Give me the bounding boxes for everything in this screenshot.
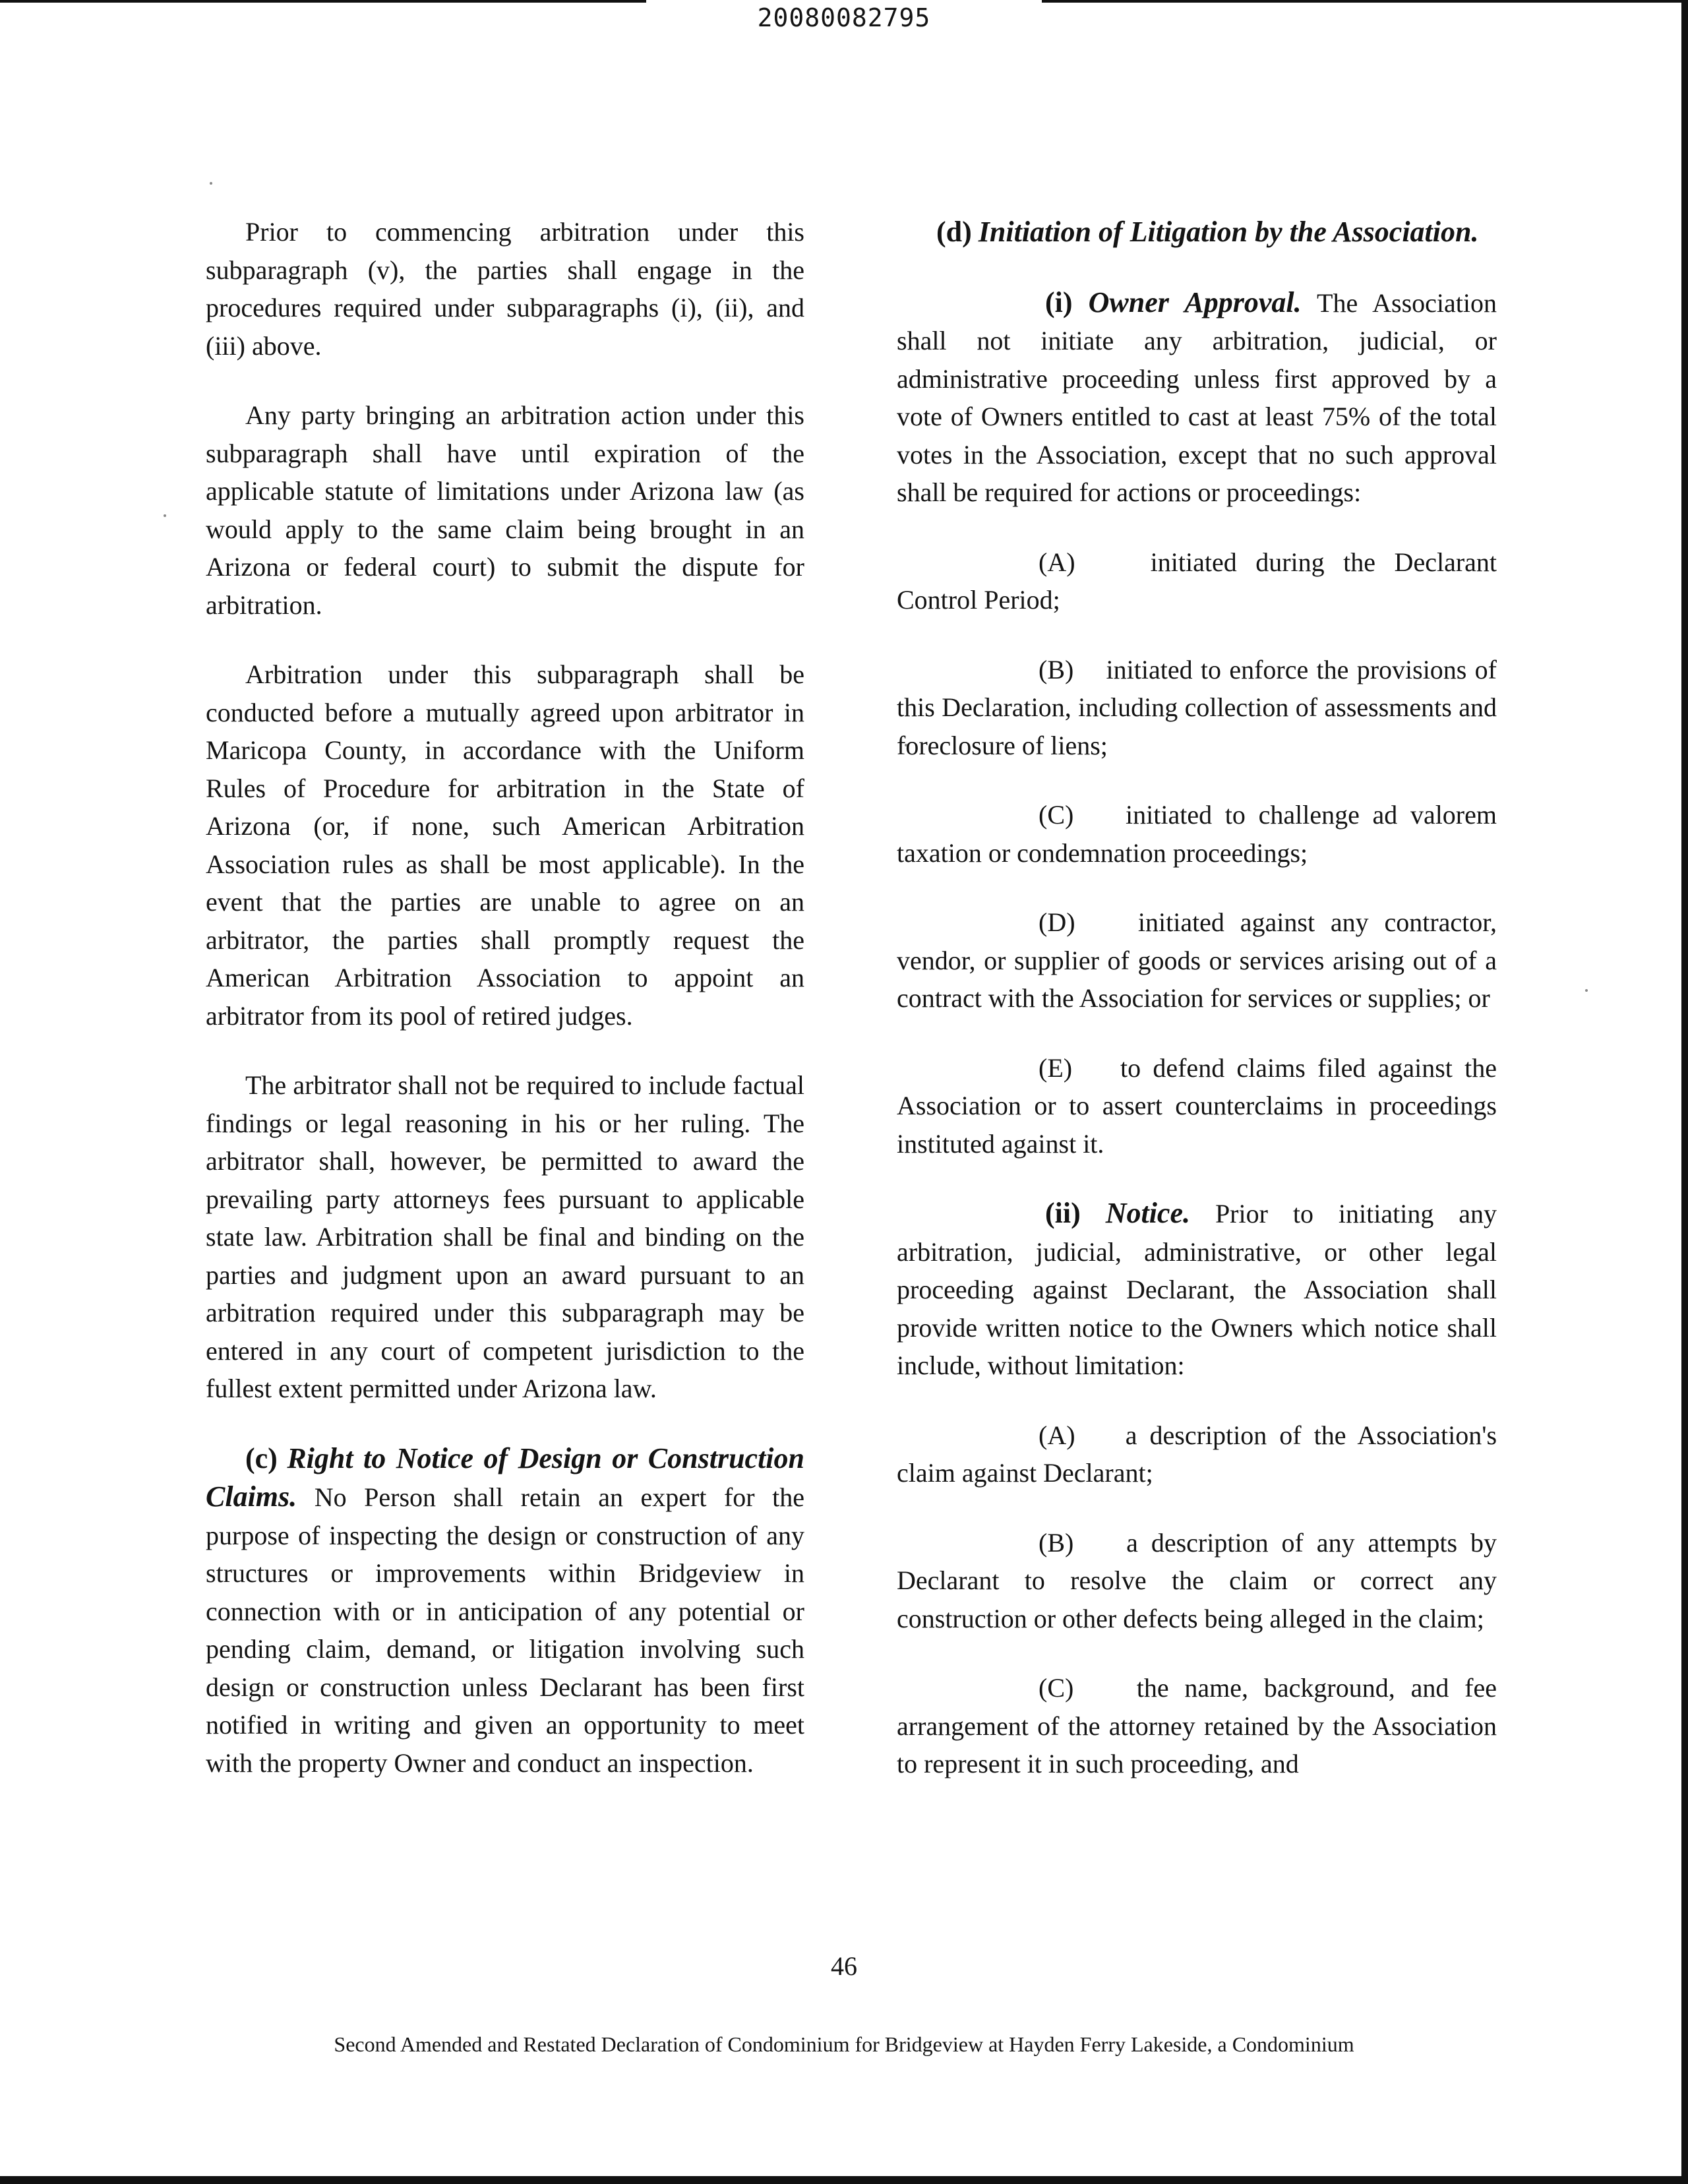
list-item-label: (C): [1039, 1673, 1074, 1703]
scan-speck: [164, 514, 166, 517]
section-c-title: Right to Notice of Design or Construction Claims.: [206, 1441, 804, 1513]
scan-speck: [1585, 989, 1588, 992]
list-item-text: initiated to enforce the provisions of this Declaration, including collection of assessments and foreclosure of liens;: [897, 654, 1497, 760]
list-item: [897, 1669, 1497, 1783]
left-column: [206, 213, 804, 1782]
scan-border-right: [1681, 0, 1688, 2184]
scan-border-bottom: [0, 2176, 1688, 2184]
list-item-label: (B): [1039, 1527, 1074, 1558]
paragraph-arbitrator-selection: Arbitration under this subparagraph shall be conducted before a mutually agreed upon arbitrator in Maricopa County, in accordance with the Uniform Rules of Procedure for arbitration in the State of Arizona (or, if none, such American Arbitration Association rules as shall be most applicable). In the event that the parties are unable to agree on an arbitrator, the parties shall promptly request the American Arbitration Association to appoint an arbitrator from its pool of retired judges.: [206, 659, 804, 1031]
list-item-text: initiated against any contractor, vendor, or supplier of goods or services arising out of a contract with the Association for services or supplies; or: [897, 907, 1497, 1013]
page-number: 46: [831, 1951, 857, 1981]
list-item-label: (B): [1039, 654, 1074, 684]
list-item: [897, 1416, 1497, 1492]
paragraph-arbitrator-ruling: The arbitrator shall not be required to include factual findings or legal reasoning in his or her ruling. The arbitrator shall, however, be permitted to award the prevailing party attorneys fees pursuant to applicable state law. Arbitration shall be final and binding on the parties and judgment upon an award pursuant to an arbitration required under this subparagraph may be entered in any court of competent jurisdiction to the fullest extent permitted under Arizona law.: [206, 1070, 804, 1403]
list-item: [897, 903, 1497, 1017]
section-d-label: (d): [936, 216, 972, 248]
section-c-paragraph: [206, 1440, 804, 1782]
subsection-ii-title: Notice.: [1105, 1197, 1190, 1229]
subsection-i-title: Owner Approval.: [1088, 286, 1302, 318]
paragraph-prior-to-arbitration: Prior to commencing arbitration under this subparagraph (v), the parties shall engage in the procedures required under subparagraphs (i), (ii), and (iii) above.: [206, 217, 804, 361]
scan-speck: [210, 182, 212, 185]
list-item: [897, 1524, 1497, 1638]
list-item-label: (C): [1039, 800, 1074, 830]
list-item-text: to defend claims filed against the Association or to assert counterclaims in proceedings instituted against it.: [897, 1052, 1497, 1159]
section-d-heading: [897, 213, 1497, 252]
list-item-text: a description of the Association's claim against Declarant;: [897, 1420, 1497, 1488]
list-item: [897, 1049, 1497, 1163]
list-item: [897, 796, 1497, 872]
list-item-label: (D): [1039, 907, 1075, 937]
subsection-ii-body: Prior to initiating any arbitration, judicial, administrative, or other legal proceeding against Declarant, the Association shall provide written notice to the Owners which notice shall include, without limitation:: [897, 1199, 1497, 1380]
document-footer: Second Amended and Restated Declaration of Condominium for Bridgeview at Hayden Ferry Lakeside, a Condominium: [334, 2032, 1354, 2056]
right-column: [897, 213, 1497, 1783]
subsection-i-paragraph: [897, 284, 1497, 512]
list-item: [897, 543, 1497, 619]
document-number: 20080082795: [646, 0, 1042, 36]
list-item-text: initiated to challenge ad valorem taxation or condemnation proceedings;: [897, 800, 1497, 868]
list-item-label: (A): [1039, 547, 1075, 577]
section-c-body: No Person shall retain an expert for the purpose of inspecting the design or construction of any structures or improvements within Bridgeview in connection with or in anticipation of any potential or pending claim, demand, or litigation involving such design or construction unless Declarant has been first notified in writing and given an opportunity to meet with the property Owner and conduct an inspection.: [206, 1482, 805, 1778]
subsection-i-label: (i): [1045, 286, 1073, 318]
subsection-i-body: The Association shall not initiate any arbitration, judicial, or administrative proceeding unless first approved by a vote of Owners entitled to cast at least 75% of the total votes in the Association, except that no such approval shall be required for actions or proceedings:: [897, 288, 1497, 507]
list-item: [897, 651, 1497, 765]
list-item-label: (A): [1039, 1420, 1075, 1450]
list-item-text: initiated during the Declarant Control Period;: [897, 547, 1497, 615]
paragraph-statute-of-limitations: Any party bringing an arbitration action under this subparagraph shall have until expiration of the applicable statute of limitations under Arizona law (as would apply to the same claim being brought in an Arizona or federal court) to submit the dispute for arbitration.: [206, 400, 804, 620]
subsection-ii-label: (ii): [1045, 1197, 1081, 1229]
list-item-text: a description of any attempts by Declarant to resolve the claim or correct any construction or other defects being alleged in the claim;: [897, 1527, 1497, 1633]
list-item-text: the name, background, and fee arrangement of the attorney retained by the Association to represent it in such proceeding, and: [897, 1673, 1497, 1778]
subsection-ii-paragraph: [897, 1194, 1497, 1385]
section-c-label: (c): [245, 1441, 278, 1474]
list-item-label: (E): [1039, 1052, 1073, 1083]
section-d-title: Initiation of Litigation by the Association.: [978, 216, 1479, 248]
